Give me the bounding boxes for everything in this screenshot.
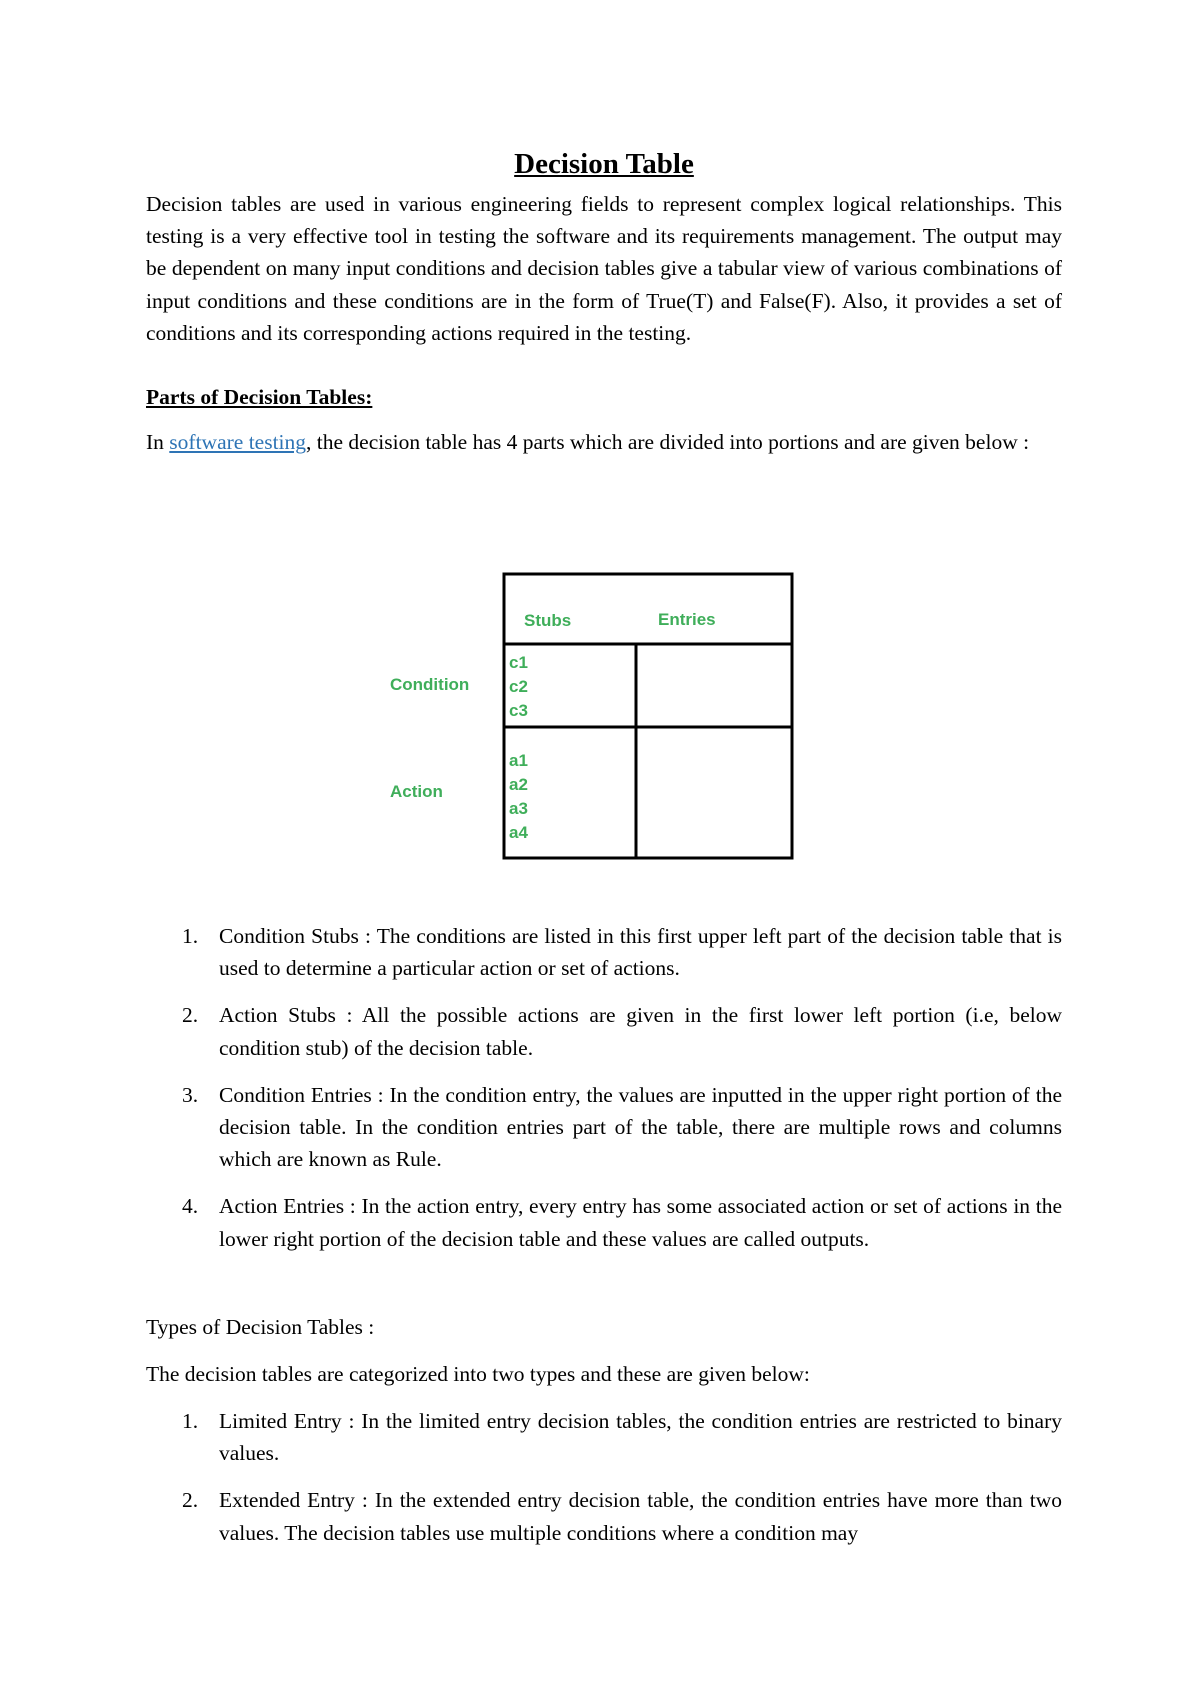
condition-stub-2: c2 [509,677,528,696]
list-item [146,1484,1062,1548]
condition-stub-1: c1 [509,653,528,672]
row-condition-label: Condition [390,675,470,694]
list-item-text: Action Entries : In the action entry, every entry has some associated action or set of actions in the lower right portion of the decision table and these values are called outputs. [219,1194,1062,1251]
action-stub-4: a4 [509,823,528,842]
action-stub-2: a2 [509,775,528,794]
list-item-text: Condition Entries : In the condition entry, the values are inputted in the upper right portion of the decision table. In the condition entries part of the table, there are multiple rows and columns which are known as Rule. [219,1082,1062,1172]
decision-table-svg [146,560,1062,880]
list-number: 2. [182,1003,199,1028]
list-number: 1. [182,1409,199,1433]
list-item-text: Action Stubs : All the possible actions are given in the first lower left portion (i.e, below condition stub) of the decision table. [219,1003,1062,1060]
list-item-text: Limited Entry : In the limited entry decision tables, the condition entries are restricted to binary values. [219,1409,1062,1466]
list-item [146,1079,1062,1176]
row-action-label: Action [390,782,443,801]
parts-heading [146,381,1062,413]
list-number: 1. [182,924,199,948]
parts-intro-paragraph [146,426,1062,458]
list-number: 3. [182,1082,199,1107]
parts-intro-before: In [146,430,170,454]
action-stub-3: a3 [509,799,528,818]
condition-stub-3: c3 [509,701,528,720]
list-number: 2. [182,1488,199,1513]
list-item [146,999,1062,1063]
action-stub-1: a1 [509,751,528,770]
list-item [146,920,1062,984]
header-entries-label: Entries [658,610,716,629]
types-list [146,1405,1062,1564]
list-item [146,1405,1062,1469]
list-item [146,1190,1062,1254]
parts-heading-text: Parts of Decision Tables: [146,385,373,409]
types-intro-paragraph: The decision tables are categorized into two types and these are given below: [146,1362,810,1386]
page-title: Decision Table [514,148,694,180]
parts-intro-after: , the decision table has 4 parts which are divided into portions and are given below : [306,430,1030,454]
list-item-text: Extended Entry : In the extended entry decision table, the condition entries have more than two values. The decision tables use multiple conditions where a condition may [219,1488,1062,1545]
types-heading: Types of Decision Tables : [146,1315,375,1339]
list-number: 4. [182,1194,199,1219]
decision-table-diagram [146,560,1062,880]
software-testing-link[interactable]: software testing [169,430,307,454]
intro-paragraph: Decision tables are used in various engineering fields to represent complex logical relationships. This testing is a very effective tool in testing the software and its requirements management. The output may be dependent on many input conditions and decision tables give a tabular view of various combinations of input conditions and these conditions are in the form of True(T) and False(F). Also, it provides a set of conditions and its corresponding actions required in the testing. [146,192,1062,345]
list-item-text: Condition Stubs : The conditions are listed in this first upper left part of the decision table that is used to determine a particular action or set of actions. [219,924,1062,981]
header-stubs-label: Stubs [524,611,572,630]
parts-list [146,920,1062,1270]
